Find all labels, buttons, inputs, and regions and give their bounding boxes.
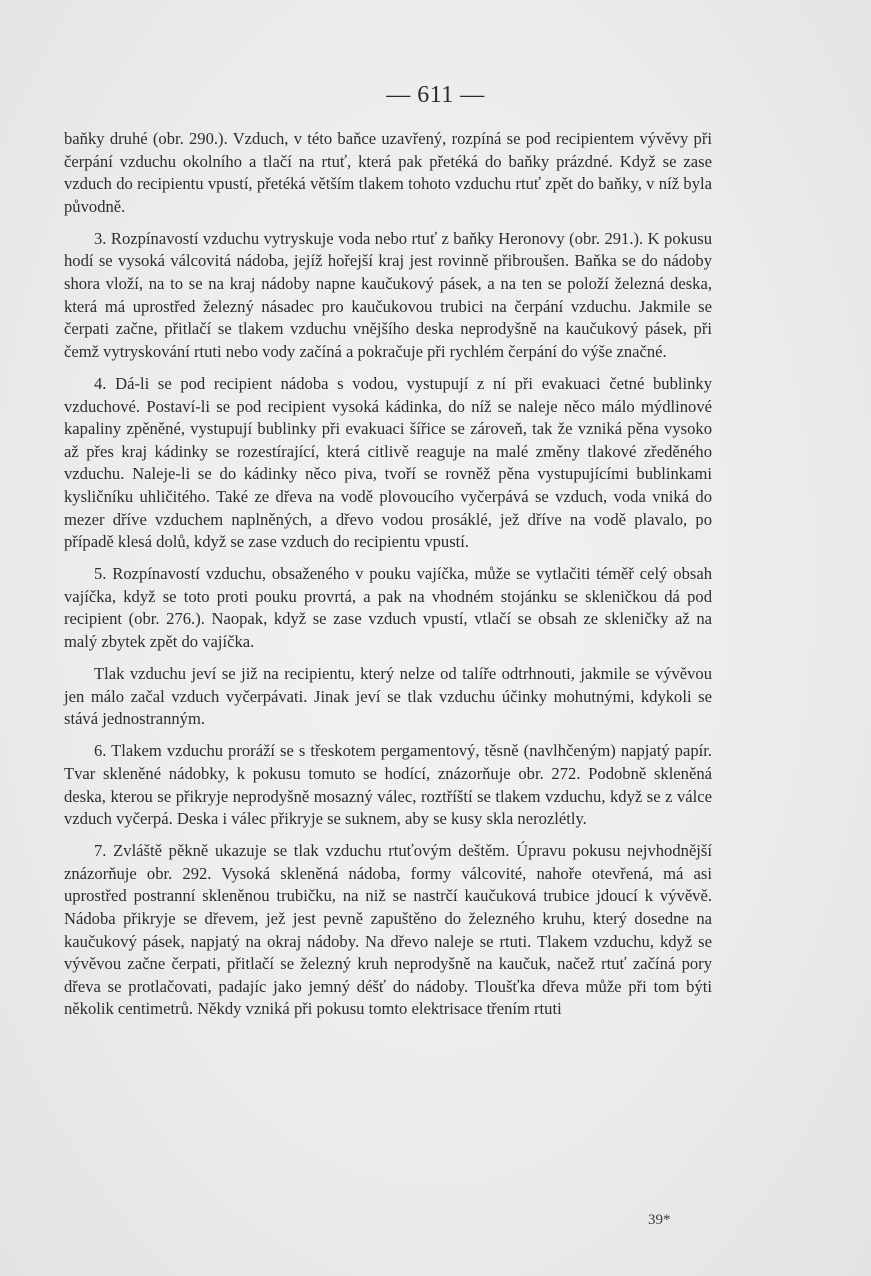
paragraph-5-egg: 5. Rozpínavostí vzduchu, obsaženého v pouku vajíčka, může se vytlačiti téměř celý obsah vajíčka, když se toto proti pouku provrtá, a pak na vhodném stojánku se skleničkou dá pod recipient (obr. 276.). Naopak, když se zase vzduch vpustí, vtlačí se obsah ze skleničky až na malý zbytek zpět do vajíčka. xyxy=(64,564,712,651)
body-text xyxy=(64,128,712,1030)
paragraph-air-pressure: Tlak vzduchu jeví se již na recipientu, který nelze od talíře odtrhnouti, jakmile se vývěvou jen málo začal vzduch vyčerpávati. Jinak jeví se tlak vzduchu účinky mohutnými, kdykoli se stává jednostranným. xyxy=(64,664,712,729)
paragraph-4-bubbles: 4. Dá-li se pod recipient nádoba s vodou, vystupují z ní při evakuaci četné bublinky vzduchové. Postaví-li se pod recipient vysoká kádinka, do níž se naleje něco málo mýdlinové kapaliny zpěněné, vystupují bublinky při evakuaci šířice se zároveň, tak že vzniká pěna vysoko až přes kraj kádinky se rozestírající, která citlivě reaguje na malé změny tlakové zředěného vzduchu. Naleje-li se do kádinky něco piva, tvoří se rovněž pěna vystupujícími bublinkami kysličníku uhličitého. Také ze dřeva na vodě plovoucího vyčerpává se vzduch, voda vniká do mezer dříve vzduchem naplněných, a dřevo vodou prosáklé, jež dříve na vodě plavalo, po případě klesá dolů, když se zase vzduch do recipientu vpustí. xyxy=(64,373,712,552)
paragraph-7-mercury-rain: 7. Zvláště pěkně ukazuje se tlak vzduchu rtuťovým deštěm. Úpravu pokusu nejvhodnější znázorňuje obr. 292. Vysoká skleněná nádoba, formy válcovité, nahoře otevřená, má asi uprostřed postranní skleněnou trubičku, na niž se nastrčí kaučuková trubice jdoucí k vývěvě. Nádoba přikryje se dřevem, jež jest pevně zapuštěno do železného kruhu, který dosedne na kaučukový pásek, napjatý na okraj nádoby. Na dřevo naleje se rtuti. Tlakem vzduchu, když se vývěvou začne čerpati, přitlačí se železný kruh neprodyšně na kaučuk, načež rtuť začíná pory dřeva se protlačovati, padajíc jako jemný déšť do nádoby. Tloušťka dřeva může při tom býti několik centimetrů. Někdy vzniká při pokusu tomto elektrisace třením rtuti xyxy=(64,841,712,1019)
paragraph-6-parchment: 6. Tlakem vzduchu proráží se s třeskotem pergamentový, těsně (navlhčeným) napjatý papír. Tvar skleněné nádobky, k pokusu tomuto se hodící, znázorňuje obr. 272. Podobně skleněná deska, kterou se přikryje neprodyšně mosazný válec, roztříští se tlakem vzduchu, když se z válce vzduch vyčerpá. Deska i válec přikryje se suknem, aby se kusy skla nerozlétly. xyxy=(64,741,712,829)
page-number: — 611 — xyxy=(386,82,485,108)
paragraph-3-heron-flask: 3. Rozpínavostí vzduchu vytryskuje voda nebo rtuť z baňky Heronovy (obr. 291.). K pokusu hodí se vysoká válcovitá nádoba, jejíž hořejší kraj jest rovinně přibroušen. Baňka se do nádoby shora vloží, na to se na kraj nádoby napne kaučukový pásek, a na ten se položí železná deska, která má uprostřed železný násadec pro kaučukovou trubici na čerpání vzduchu. Jakmile se čerpati začne, přitlačí se tlakem vzduchu vnějšího deska neprodyšně na kaučukový pásek, při čemž vytryskování rtuti nebo vody začíná a pokračuje při rychlém čerpání do výše značné. xyxy=(64,228,712,361)
signature-mark: 39* xyxy=(648,1212,671,1228)
paragraph-continuation: baňky druhé (obr. 290.). Vzduch, v této baňce uzavřený, rozpíná se pod recipientem vývěvy při čerpání vzduchu okolního a tlačí na rtuť, která pak přetéká do baňky prázdné. Když se zase vzduch do recipientu vpustí, přetéká větším tlakem tohoto vzduchu rtuť zpět do baňky, v níž byla původně. xyxy=(64,129,712,216)
